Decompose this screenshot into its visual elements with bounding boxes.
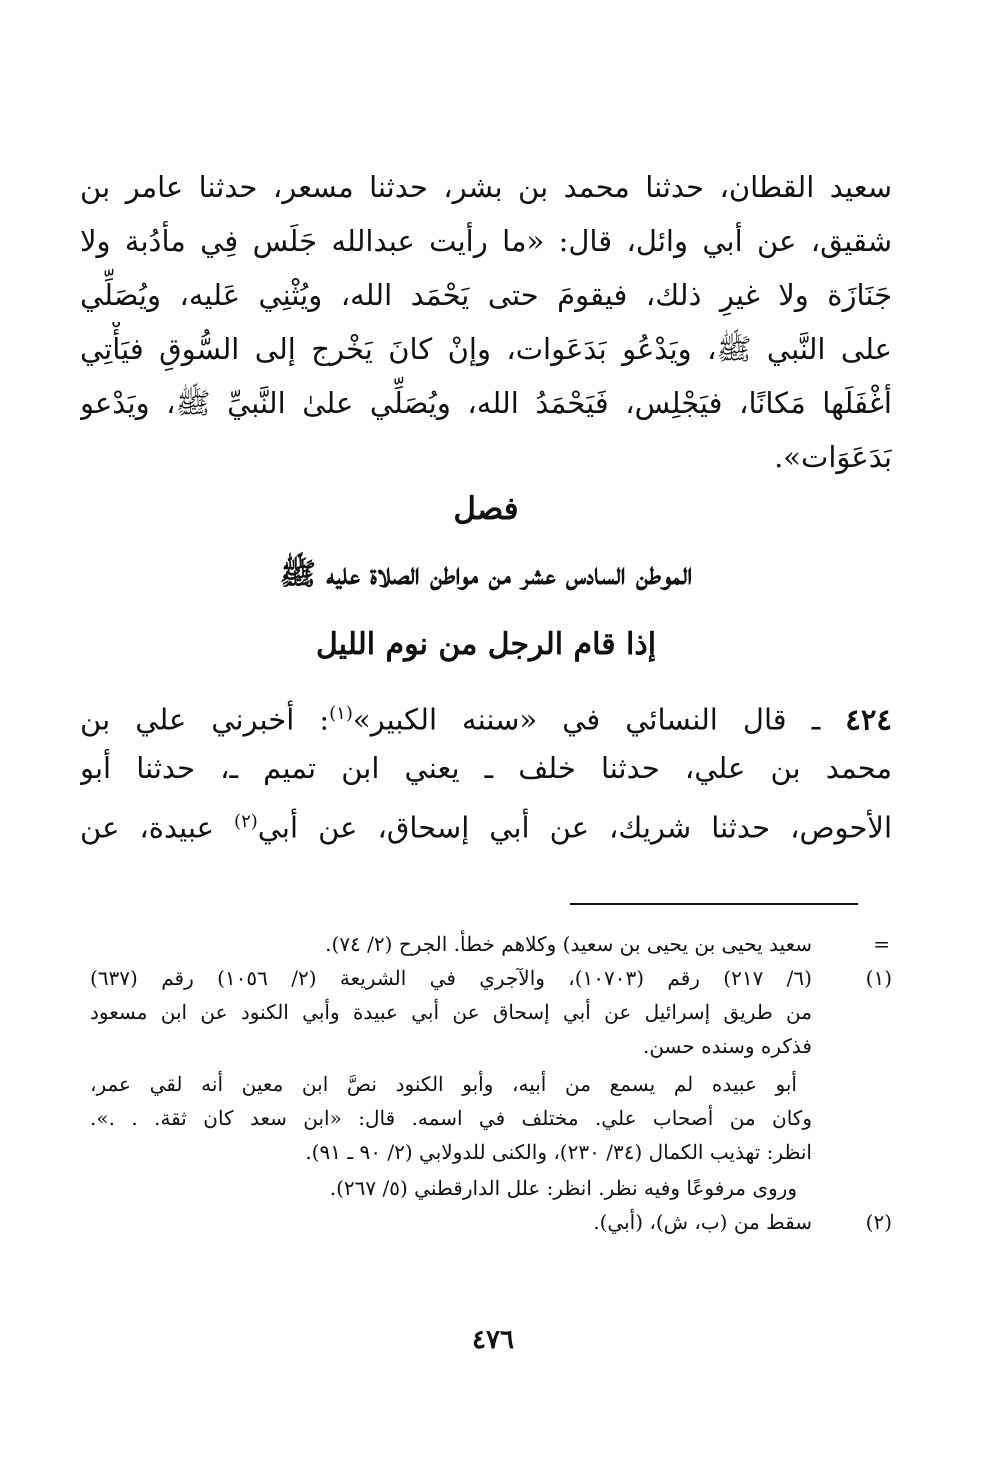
footnote-1-para3: وروى مرفوعًا وفيه نظر. انظر: علل الدارقطني (٥/ ٢٦٧).	[329, 1176, 797, 1200]
footnote-1-para2-line-1: أبو عبيده لم يسمع من أبيه، وأبو الكنود نصَّ ابن معين أنه لقي عمر،	[90, 1072, 797, 1096]
footnote-continuation: سعيد يحيى بن يحيى بن سعيد) وكلاهم خطأ. الجرح (٢/ ٧٤).	[325, 932, 812, 956]
footnote-1-line-3: فذكره وسنده حسن.	[642, 1034, 812, 1058]
footnote-continuation-marker: =	[873, 932, 890, 956]
footnote-1-line-2: من طريق إسرائيل عن أبي إسحاق عن أبي عبيدة وأبي الكنود عن ابن مسعود	[90, 1000, 812, 1024]
footnote-ref-1: (١)	[329, 703, 353, 724]
hadith-line-3-part-a: الأحوص، حدثنا شريك، عن أبي إسحاق، عن أبي	[257, 810, 892, 845]
hadith-number: ٤٢٤	[845, 702, 892, 737]
footnote-2-text: سقط من (ب، ش)، (أبي).	[593, 1210, 812, 1234]
body-line-1: سعيد القطان، حدثنا محمد بن بشر، حدثنا مسعر، حدثنا عامر بن	[80, 170, 892, 204]
footnote-separator	[570, 903, 858, 905]
hadith-line-2: محمد بن علي، حدثنا خلف ـ يعني ابن تميم ـ، حدثنا أبو	[80, 751, 892, 785]
hadith-line-1	[80, 687, 892, 747]
footnote-1-marker: (١)	[865, 966, 892, 990]
page-number: ٤٧٦	[472, 1325, 514, 1355]
hadith-intro-text: ـ قال النسائي في «سننه الكبير»	[352, 702, 821, 737]
footnote-1-para2-line-3: انظر: تهذيب الكمال (٣٤/ ٢٣٠)، والكنى للدولابي (٢/ ٩٠ ـ ٩١).	[305, 1140, 812, 1164]
footnote-ref-2: (٢)	[234, 811, 258, 832]
body-line-2: شقيق، عن أبي وائل، قال: «ما رأيت عبدالله جَلَس فِي مأدُبة ولا	[80, 224, 892, 258]
hadith-line-3-part-b: عبيدة، عن	[80, 810, 235, 845]
hadith-line-3	[80, 795, 892, 855]
body-line-4: على النَّبي ﷺ، ويَدْعُو بَدَعَوات، وإنْ كانَ يَخْرج إلى السُّوقِ فيَأْتِي	[80, 332, 892, 366]
section-heading: فصل	[453, 491, 519, 527]
footnote-2-marker: (٢)	[865, 1210, 892, 1234]
body-line-3: جَنَازَة ولا غيرِ ذلك، فيقومَ حتى يَحْمَد الله، ويُثْنِي عَليه، ويُصَلِّي	[80, 278, 892, 312]
chapter-subtitle: إذا قام الرجل من نوم الليل	[315, 627, 657, 662]
footnote-1-para2-line-2: وكان من أصحاب علي. مختلف في اسمه. قال: «ابن سعد كان ثقة. . .».	[90, 1106, 812, 1130]
hadith-intro-rest: : أخبرني علي بن	[80, 702, 330, 737]
body-line-5: أغْفَلَها مَكانًا، فيَجْلِس، فَيَحْمَدُ الله، ويُصَلِّي علىٰ النَّبيِّ ﷺ، ويَدْعو	[80, 386, 892, 420]
chapter-title: الموطن السادس عشر من مواطن الصلاة عليه ﷺ	[279, 557, 693, 592]
footnote-1-line-1: (٦/ ٢١٧) رقم (١٠٧٠٣)، والآجري في الشريعة (٢/ ١٠٥٦) رقم (٦٣٧)	[90, 966, 812, 990]
body-line-6: بَدَعَوَات».	[774, 440, 892, 474]
